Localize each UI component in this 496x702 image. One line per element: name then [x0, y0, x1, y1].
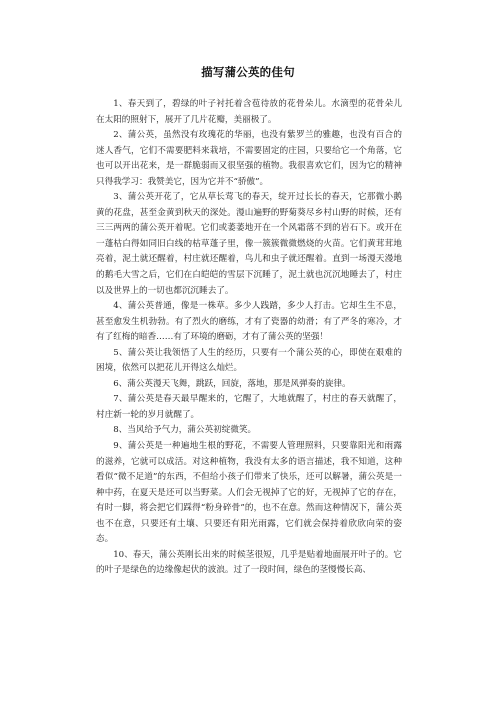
paragraph-6: 6、蒲公英漫天飞舞，跳跃，回旋，落地，那是风弹奏的旋律。	[113, 378, 351, 389]
paragraph-9: 9、蒲公英是一种遍地生根的野花，不需要人管理照料，只要靠阳光和雨露的滋养，它就可以成活。对这种植物，我没有太多的语言描述，我不知道，这种看似“微不足道”的东西，不但给小孩子们带来了快乐，还可以解暑，蒲公英是一种中药，在夏天是还可以当野菜。人们会无视掉了它的好，无视掉了它的存在，有时一脚，将会把它们踩得“粉身碎骨”的，也不在意。然而这种情况下，蒲公英也不在意，只要还有土壤、只要还有阳光雨露，它们就会保持着欣欣向荣的姿态。	[96, 441, 402, 545]
paragraph-3: 3、蒲公英开花了，它从草长莺飞的春天，绽开过长长的春天，它那微小鹅黄的花盘，甚至金黄到秋天的深处。漫山遍野的野菊葵尽乡村山野的时候，还有三三两两的蒲公英开着呢。它们或萎萎地开在一个风霜落不到的岩石下。或开在一蓬枯白得如同旧白线的枯草蓬子里，像一簇簇微微燃烧的火苗。它们黄茸茸地亮着，泥土就还醒着，村庄就还醒着，鸟儿和虫子就还醒着。直到一场漫天漫地的鹅毛大雪之后，它们在白皑皑的雪层下沉睡了，泥土就也沉沉地睡去了，村庄以及世界上的一切也都沉沉睡去了。	[96, 192, 402, 296]
paragraph-4: 4、蒲公英普通，像是一株草。多少人践踏，多少人打击。它却生生不息，甚至愈发生机勃勃。有了烈火的磨练，才有了瓷器的幼滑；有了严冬的寒冷，才有了红梅的暗香……有了环境的磨砺，才有了蒲公英的坚强！	[96, 301, 402, 343]
paragraph-7: 7、蒲公英是春天最早醒来的，它醒了，大地就醒了，村庄的春天就醒了，村庄新一轮的岁月就醒了。	[96, 394, 402, 420]
paragraph-10: 10、春天，蒲公英刚长出来的时候茎很短，几乎是贴着地面展开叶子的。它的叶子是绿色的边缘像起伏的波浪。过了一段时间，绿色的茎慢慢长高、	[96, 549, 402, 576]
paragraph-8: 8、当风给予气力，蒲公英初绽微笑。	[113, 425, 257, 436]
document-title: 描写蒲公英的佳句	[201, 65, 295, 79]
document-body	[96, 97, 402, 579]
paragraph-5: 5、蒲公英让我领悟了人生的经历，只要有一个蒲公英的心，即使在艰难的困境，依然可以把花儿开得这么灿烂。	[96, 347, 402, 374]
paragraph-1: 1、春天到了，碧绿的叶子衬托着含苞待放的花骨朵儿。水滴型的花骨朵儿在太阳的照射下，展开了几片花瓣，美丽极了。	[96, 99, 402, 125]
paragraph-2: 2、蒲公英，虽然没有玫瑰花的华丽，也没有紫罗兰的雅趣，也没有百合的迷人香气，它们不需要肥料来栽培，不需要固定的庄园，只要给它一个角落，它也可以开出花来，是一群脆弱而又很坚强的植物。我很喜欢它们，因为它的精神只得我学习：我赞美它，因为它并不“骄傲”。	[96, 130, 402, 187]
